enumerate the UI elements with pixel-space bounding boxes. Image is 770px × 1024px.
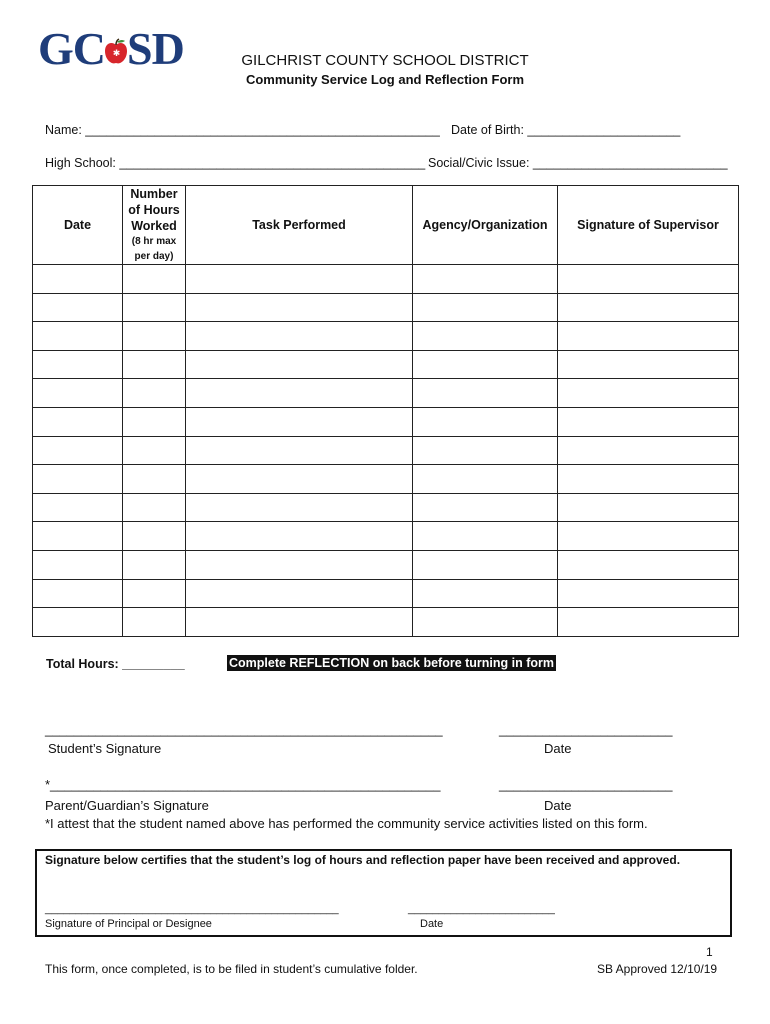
supervisor-signature-cell[interactable] — [558, 379, 739, 408]
supervisor-signature-cell[interactable] — [558, 579, 739, 608]
hours-cell[interactable] — [123, 265, 186, 294]
agency-cell[interactable] — [413, 550, 558, 579]
hours-cell[interactable] — [123, 436, 186, 465]
reflection-banner: Complete REFLECTION on back before turning in form — [229, 656, 555, 670]
hours-header-note2: per day) — [134, 251, 174, 262]
table-row — [33, 608, 739, 637]
hours-cell[interactable] — [123, 465, 186, 494]
supervisor-signature-cell[interactable] — [558, 436, 739, 465]
civic-issue-field[interactable]: Social/Civic Issue: ____________________________ — [428, 156, 728, 170]
supervisor-signature-cell[interactable] — [558, 350, 739, 379]
table-row — [33, 465, 739, 494]
agency-cell[interactable] — [413, 579, 558, 608]
filing-note: This form, once completed, is to be filed in student’s cumulative folder. — [45, 962, 418, 976]
student-signature-line[interactable]: _______________________________________________________ — [45, 722, 443, 737]
form-title: Community Service Log and Reflection Form — [245, 72, 525, 87]
supervisor-signature-cell[interactable] — [558, 522, 739, 551]
hours-cell[interactable] — [123, 608, 186, 637]
principal-signature-label: Signature of Principal or Designee — [45, 918, 212, 930]
col-header-agency: Agency/Organization — [413, 186, 558, 265]
table-row — [33, 579, 739, 608]
table-row — [33, 493, 739, 522]
logo-text-right: SD — [127, 23, 184, 74]
agency-cell[interactable] — [413, 522, 558, 551]
table-row — [33, 293, 739, 322]
hours-header-line3: Worked — [131, 219, 177, 233]
task-cell[interactable] — [186, 550, 413, 579]
name-field[interactable]: Name: ___________________________________________________ — [45, 123, 440, 137]
district-name: GILCHRIST COUNTY SCHOOL DISTRICT — [241, 52, 529, 69]
agency-cell[interactable] — [413, 493, 558, 522]
date-cell[interactable] — [33, 322, 123, 351]
principal-date-line[interactable]: ________________________ — [408, 903, 555, 915]
agency-cell[interactable] — [413, 608, 558, 637]
hours-cell[interactable] — [123, 293, 186, 322]
task-cell[interactable] — [186, 407, 413, 436]
date-cell[interactable] — [33, 608, 123, 637]
col-header-hours — [123, 186, 186, 265]
col-header-task: Task Performed — [186, 186, 413, 265]
supervisor-signature-cell[interactable] — [558, 493, 739, 522]
hours-header-note1: (8 hr max — [131, 236, 177, 247]
supervisor-signature-cell[interactable] — [558, 265, 739, 294]
hours-cell[interactable] — [123, 322, 186, 351]
table-row — [33, 550, 739, 579]
task-cell[interactable] — [186, 350, 413, 379]
date-cell[interactable] — [33, 493, 123, 522]
date-cell[interactable] — [33, 293, 123, 322]
hours-cell[interactable] — [123, 379, 186, 408]
logo-text-left: GC — [38, 23, 105, 74]
table-row — [33, 436, 739, 465]
parent-date-label: Date — [544, 798, 572, 813]
task-cell[interactable] — [186, 465, 413, 494]
parent-date-line[interactable]: ________________________ — [499, 777, 673, 792]
agency-cell[interactable] — [413, 350, 558, 379]
service-log-table — [32, 185, 739, 637]
date-cell[interactable] — [33, 350, 123, 379]
agency-cell[interactable] — [413, 265, 558, 294]
date-cell[interactable] — [33, 579, 123, 608]
agency-cell[interactable] — [413, 436, 558, 465]
hours-cell[interactable] — [123, 407, 186, 436]
date-cell[interactable] — [33, 550, 123, 579]
student-signature-label: Student’s Signature — [48, 741, 162, 756]
agency-cell[interactable] — [413, 322, 558, 351]
task-cell[interactable] — [186, 493, 413, 522]
page-number: 1 — [706, 945, 713, 959]
parent-signature-label: Parent/Guardian’s Signature — [45, 798, 209, 813]
col-header-date: Date — [33, 186, 123, 265]
supervisor-signature-cell[interactable] — [558, 322, 739, 351]
table-row — [33, 350, 739, 379]
date-cell[interactable] — [33, 522, 123, 551]
date-cell[interactable] — [33, 407, 123, 436]
hours-header-line2: of Hours — [128, 203, 180, 217]
task-cell[interactable] — [186, 293, 413, 322]
attestation-note: *I attest that the student named above has performed the community service activities listed on this form. — [45, 816, 648, 831]
task-cell[interactable] — [186, 379, 413, 408]
svg-text:✱: ✱ — [112, 49, 120, 59]
table-row — [33, 265, 739, 294]
total-hours-field[interactable]: Total Hours: _________ — [46, 657, 185, 671]
task-cell[interactable] — [186, 436, 413, 465]
supervisor-signature-cell[interactable] — [558, 465, 739, 494]
supervisor-signature-cell[interactable] — [558, 407, 739, 436]
date-cell[interactable] — [33, 379, 123, 408]
supervisor-signature-cell[interactable] — [558, 608, 739, 637]
table-row — [33, 407, 739, 436]
student-date-label: Date — [544, 741, 572, 756]
student-date-line[interactable]: ________________________ — [499, 722, 673, 737]
table-row — [33, 522, 739, 551]
agency-cell[interactable] — [413, 293, 558, 322]
hours-cell[interactable] — [123, 350, 186, 379]
task-cell[interactable] — [186, 608, 413, 637]
high-school-field[interactable]: High School: ____________________________________________ — [45, 156, 426, 170]
approval-note: SB Approved 12/10/19 — [597, 962, 718, 976]
table-row — [33, 379, 739, 408]
certification-text: Signature below certifies that the student’s log of hours and reflection paper have been received and approved. — [45, 853, 681, 867]
hours-cell[interactable] — [123, 493, 186, 522]
supervisor-signature-cell[interactable] — [558, 550, 739, 579]
agency-cell[interactable] — [413, 407, 558, 436]
dob-field[interactable]: Date of Birth: ______________________ — [451, 123, 681, 137]
col-header-supervisor-signature: Signature of Supervisor — [558, 186, 739, 265]
principal-date-label: Date — [420, 918, 444, 930]
agency-cell[interactable] — [413, 379, 558, 408]
task-cell[interactable] — [186, 322, 413, 351]
task-cell[interactable] — [186, 579, 413, 608]
parent-signature-line[interactable]: *______________________________________________________ — [45, 777, 441, 792]
date-cell[interactable] — [33, 265, 123, 294]
hours-cell[interactable] — [123, 522, 186, 551]
principal-signature-line[interactable]: ________________________________________________ — [45, 903, 339, 915]
hours-cell[interactable] — [123, 579, 186, 608]
hours-header-line1: Number — [130, 187, 178, 201]
date-cell[interactable] — [33, 465, 123, 494]
table-row — [33, 322, 739, 351]
agency-cell[interactable] — [413, 465, 558, 494]
task-cell[interactable] — [186, 522, 413, 551]
task-cell[interactable] — [186, 265, 413, 294]
supervisor-signature-cell[interactable] — [558, 293, 739, 322]
hours-cell[interactable] — [123, 550, 186, 579]
date-cell[interactable] — [33, 436, 123, 465]
